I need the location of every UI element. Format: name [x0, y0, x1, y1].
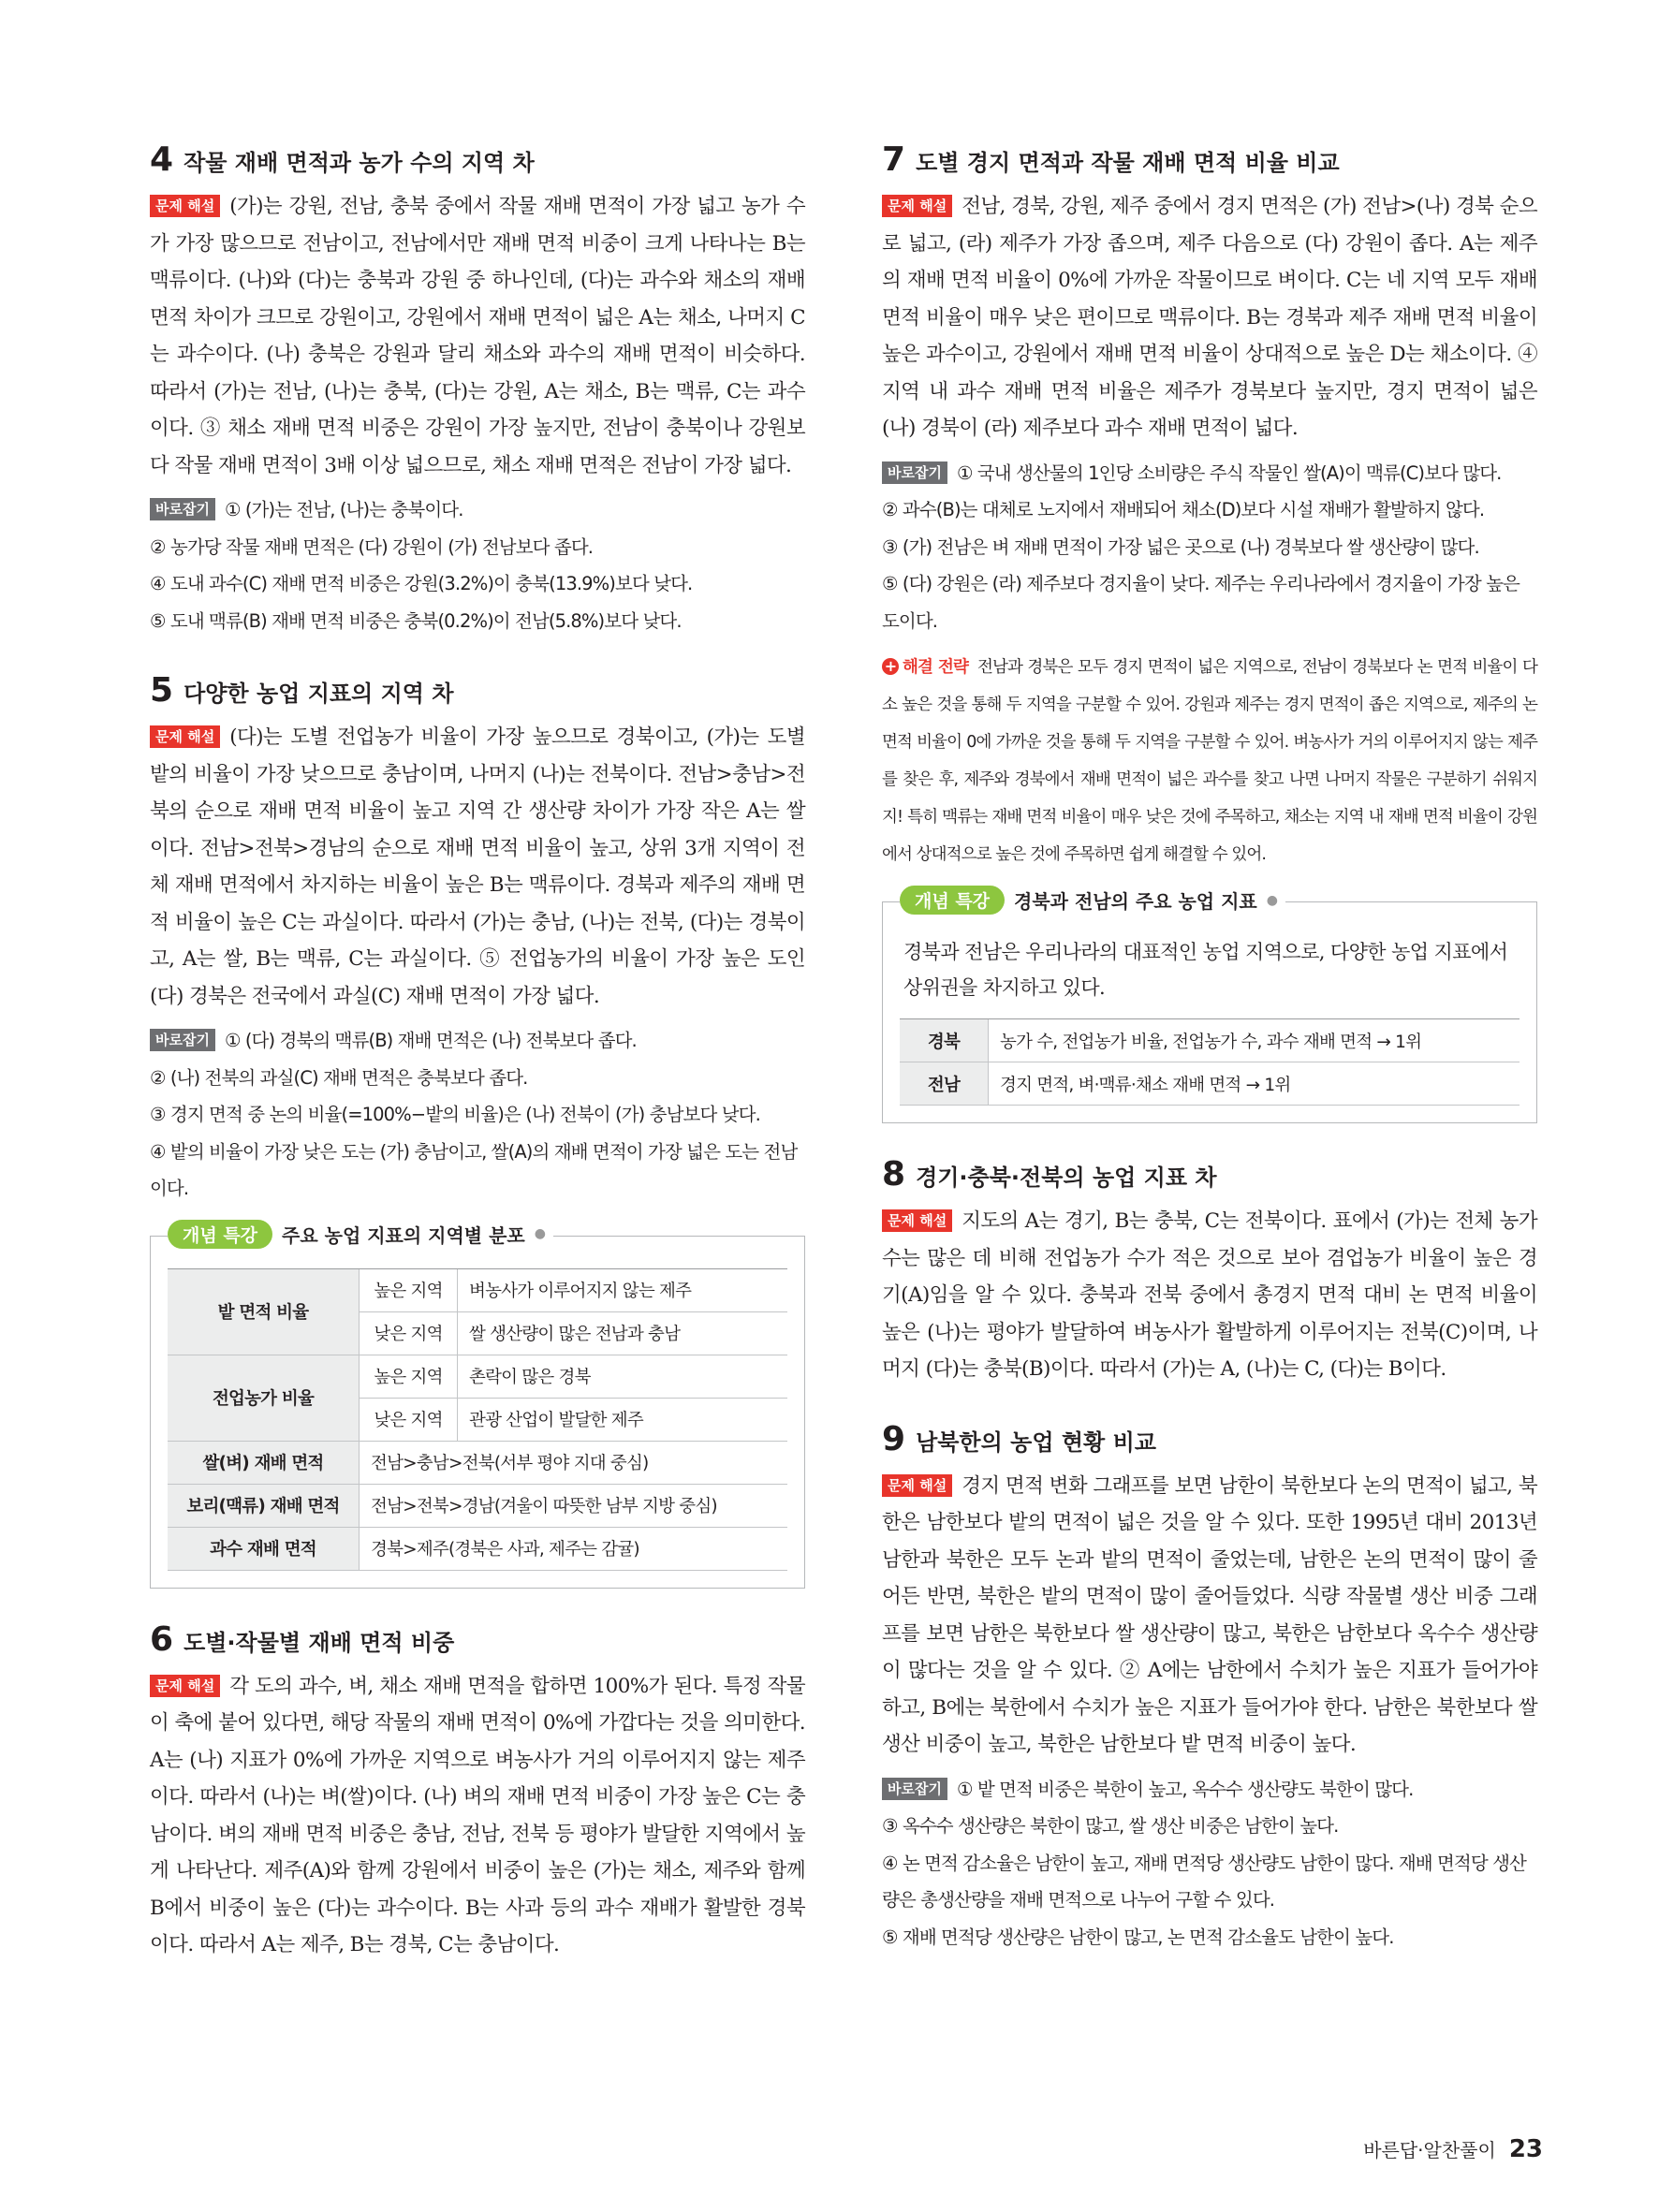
explain-badge: 문제 해설: [150, 195, 220, 217]
section-9: [882, 1420, 1537, 1956]
table-cell: 관광 산업이 발달한 제주: [458, 1398, 788, 1441]
table-cell: 경북>제주(경북은 사과, 제주는 감귤): [360, 1527, 788, 1570]
section-title: [150, 140, 805, 179]
explain-badge: 문제 해설: [150, 1675, 220, 1697]
table-cell: 경지 면적, 벼·맥류·채소 재배 면적 → 1위: [989, 1062, 1520, 1106]
section-4: [150, 140, 805, 639]
section-number: 6: [150, 1619, 173, 1659]
concept-table: [168, 1268, 787, 1571]
concept-title: 경북과 전남의 주요 농업 지표: [1014, 890, 1257, 913]
correction-item: ④ 밭의 비율이 가장 낮은 도는 (가) 충남이고, 쌀(A)의 재배 면적이 가장 넓은 도는 전남이다.: [150, 1140, 798, 1199]
explain-badge: 문제 해설: [882, 1474, 952, 1497]
strategy-tip: + 해결 전략 전남과 경북은 모두 경지 면적이 넓은 지역으로, 전남이 경북보다 논 면적 비율이 다소 높은 것을 통해 두 지역을 구분할 수 있어. 강원과 제주는 경지 면적이 좁은 지역으로, 제주의 논 면적 비율이 0에 가까운 것을 통해 두 지역을 구분할 수 있어. 벼농사가 거의 이루어지지 않는 제주를 찾은 후, 제주와 경북에서 재배 면적이 넓은 과수를 찾고 나면 나머지 작물은 구분하기 쉬워지지! 특히 맥류는 재배 면적 비율이 매우 낮은 것에 주목하고, 채소는 지역 내 재배 면적 비율이 강원에서 상대적으로 높은 것에 주목하면 쉽게 해결할 수 있어.: [882, 657, 1537, 864]
section-number: 5: [150, 671, 173, 710]
sub-header: 낮은 지역: [360, 1398, 458, 1441]
table-row: [168, 1355, 787, 1398]
section-title: [882, 1155, 1537, 1194]
table-row: [168, 1484, 787, 1527]
correct-badge: 바로잡기: [882, 461, 947, 484]
table-row: [168, 1527, 787, 1570]
section-title-text: 도별 경지 면적과 작물 재배 면적 비율 비교: [916, 150, 1340, 176]
row-header: 쌀(벼) 재배 면적: [168, 1441, 360, 1484]
section-8: [882, 1155, 1537, 1388]
explain-badge: 문제 해설: [150, 725, 220, 748]
table-row: [168, 1441, 787, 1484]
section-7: [882, 140, 1537, 1123]
concept-badge: 개념 특강: [900, 886, 1005, 915]
correction-item: ③ 경지 면적 중 논의 비율(=100%−밭의 비율)은 (나) 전북이 (가) 충남보다 낮다.: [150, 1104, 760, 1125]
correction-item: ② (나) 전북의 과실(C) 재배 면적은 충북보다 좁다.: [150, 1066, 528, 1089]
explanation: 문제 해설 경지 면적 변화 그래프를 보면 남한이 북한보다 논의 면적이 넓고, 북한은 남한보다 밭의 면적이 넓은 것을 알 수 있다. 또한 1995년 대비 2013년 남한과 북한은 모두 논과 밭의 면적이 줄었는데, 남한은 논의 면적이 많이 줄어든 반면, 북한은 밭의 면적이 많이 줄어들었다. 식량 작물별 생산 비중 그래프를 보면 남한은 북한보다 쌀 생산량이 많고, 북한은 남한보다 옥수수 생산량이 많다는 것을 알 수 있다. ② A에는 남한에서 수치가 높은 지표가 들어가야 하고, B에는 북한에서 수치가 높은 지표가 들어가야 한다. 남한은 북한보다 쌀 생산 비중이 높고, 북한은 남한보다 밭 면적 비중이 높다.: [882, 1473, 1537, 1756]
section-title-text: 작물 재배 면적과 농가 수의 지역 차: [184, 150, 535, 176]
correction-item: ④ 논 면적 감소율은 남한이 높고, 재배 면적당 생산량도 남한이 많다. 재배 면적당 생산량은 총생산량을 재배 면적으로 나누어 구할 수 있다.: [882, 1852, 1526, 1911]
correction-item: ④ 도내 과수(C) 재배 면적 비중은 강원(3.2%)이 충북(13.9%)보다 낮다.: [150, 573, 693, 594]
row-header: 밭 면적 비율: [168, 1268, 360, 1355]
right-column: [882, 140, 1537, 1987]
section-5: [150, 671, 805, 1589]
section-number: 4: [150, 140, 173, 179]
section-title-text: 도별·작물별 재배 면적 비중: [184, 1629, 455, 1656]
row-header: 전남: [900, 1062, 989, 1106]
table-cell: 촌락이 많은 경북: [458, 1355, 788, 1398]
correct-badge: 바로잡기: [882, 1778, 947, 1800]
section-title-text: 남북한의 농업 현황 비교: [916, 1428, 1156, 1456]
corrections: 바로잡기 ① 밭 면적 비중은 북한이 높고, 옥수수 생산량도 북한이 많다. ③ 옥수수 생산량은 북한이 많고, 쌀 생산 비중은 남한이 높다. ④ 논 면적 감소율은 남한이 높고, 재배 면적당 생산량도 남한이 많다. 재배 면적당 생산량은 총생산량을 재배 면적으로 나누어 구할 수 있다. ⑤ 재배 면적당 생산량은 남한이 많고, 논 면적 감소율도 남한이 높다.: [882, 1771, 1537, 1956]
section-title: [882, 1420, 1537, 1458]
explain-badge: 문제 해설: [882, 195, 952, 217]
sub-header: 높은 지역: [360, 1355, 458, 1398]
explain-badge: 문제 해설: [882, 1209, 952, 1232]
section-6: [150, 1620, 805, 1964]
concept-box: [150, 1223, 805, 1589]
sub-header: 낮은 지역: [360, 1311, 458, 1355]
table-cell: 쌀 생산량이 많은 전남과 충남: [458, 1311, 788, 1355]
row-header: 전업농가 비율: [168, 1355, 360, 1441]
section-title: [882, 140, 1537, 179]
table-cell: 전남>충남>전북(서부 평야 지대 중심): [360, 1441, 788, 1484]
correction-item: ③ 옥수수 생산량은 북한이 많고, 쌀 생산 비중은 남한이 높다.: [882, 1815, 1339, 1837]
table-cell: 벼농사가 이루어지지 않는 제주: [458, 1268, 788, 1311]
section-title-text: 경기·충북·전북의 농업 지표 차: [916, 1165, 1217, 1191]
section-title: [150, 671, 805, 710]
correction-item: ⑤ 재배 면적당 생산량은 남한이 많고, 논 면적 감소율도 남한이 높다.: [882, 1926, 1394, 1948]
correction-item: ② 농가당 작물 재배 면적은 (다) 강원이 (가) 전남보다 좁다.: [150, 535, 594, 558]
table-cell: 전남>전북>경남(겨울이 따뜻한 남부 지방 중심): [360, 1484, 788, 1527]
corrections: 바로잡기 ① (다) 경북의 맥류(B) 재배 면적은 (나) 전북보다 좁다. ② (나) 전북의 과실(C) 재배 면적은 충북보다 좁다. ③ 경지 면적 중 논의 비율(=100%−밭의 비율)은 (나) 전북이 (가) 충남보다 낮다. ④ 밭의 비율이 가장 낮은 도는 (가) 충남이고, 쌀(A)의 재배 면적이 가장 넓은 도는 전남이다.: [150, 1022, 805, 1208]
concept-table: [900, 1018, 1520, 1106]
correction-item: ③ (가) 전남은 벼 재배 면적이 가장 넓은 곳으로 (나) 경북보다 쌀 생산량이 많다.: [882, 535, 1479, 558]
book-title: 바른답·알찬풀이: [1363, 2139, 1496, 2161]
concept-box: [882, 890, 1537, 1123]
concept-header: [168, 1220, 553, 1249]
plus-icon: +: [882, 658, 899, 675]
row-header: 보리(맥류) 재배 면적: [168, 1484, 360, 1527]
explanation: 문제 해설 각 도의 과수, 벼, 채소 재배 면적을 합하면 100%가 된다. 특정 작물이 축에 붙어 있다면, 해당 작물의 재배 면적이 0%에 가깝다는 것을 의미한다. A는 (나) 지표가 0%에 가까운 지역으로 벼농사가 거의 이루어지지 않는 제주이다. 따라서 (나)는 벼(쌀)이다. (나) 벼의 재배 면적 비중이 가장 높은 C는 충남이다. 벼의 재배 면적 비중은 충남, 전남, 전북 등 평야가 발달한 지역에서 높게 나타난다. 제주(A)와 함께 강원에서 비중이 높은 (가)는 채소, 제주와 함께 B에서 비중이 높은 (다)는 과수이다. B는 사과 등의 과수 재배가 활발한 경북이다. 따라서 A는 제주, B는 경북, C는 충남이다.: [150, 1674, 805, 1956]
section-number: 8: [882, 1155, 905, 1194]
explanation: 문제 해설 (가)는 강원, 전남, 충북 중에서 작물 재배 면적이 가장 넓고 농가 수가 가장 많으므로 전남이고, 전남에서만 재배 면적 비중이 크게 나타나는 B는 맥류이다. (나)와 (다)는 충북과 강원 중 하나인데, (다)는 과수와 채소의 재배 면적 차이가 크므로 강원이고, 강원에서 재배 면적이 넓은 A는 채소, 나머지 C는 과수이다. (나) 충북은 강원과 달리 채소와 과수의 재배 면적이 비슷하다. 따라서 (가)는 전남, (나)는 충북, (다)는 강원, A는 채소, B는 맥류, C는 과수이다. ③ 채소 재배 면적 비중은 강원이 가장 높지만, 전남이 충북이나 강원보다 작물 재배 면적이 3배 이상 넓으므로, 채소 재배 면적은 전남이 가장 넓다.: [150, 195, 805, 477]
dot-icon: ●: [1266, 892, 1278, 908]
table-row: [900, 1019, 1520, 1062]
concept-text: 경북과 전남은 우리나라의 대표적인 농업 지역으로, 다양한 농업 지표에서 상위권을 차지하고 있다.: [903, 941, 1508, 999]
section-number: 7: [882, 140, 905, 179]
table-row: [168, 1268, 787, 1311]
concept-badge: 개념 특강: [168, 1220, 272, 1249]
page-number: 23: [1508, 2135, 1543, 2163]
concept-title: 주요 농업 지표의 지역별 분포: [282, 1223, 525, 1247]
correction-item: ⑤ 도내 맥류(B) 재배 면적 비중은 충북(0.2%)이 전남(5.8%)보다 낮다.: [150, 609, 682, 632]
dot-icon: ●: [534, 1226, 546, 1241]
strategy-label: 해결 전략: [903, 658, 968, 677]
correct-badge: 바로잡기: [150, 1029, 215, 1051]
concept-header: [900, 886, 1285, 915]
correction-item: ② 과수(B)는 대체로 노지에서 재배되어 채소(D)보다 시설 재배가 활발하지 않다.: [882, 499, 1485, 520]
corrections: 바로잡기 ① (가)는 전남, (나)는 충북이다. ② 농가당 작물 재배 면적은 (다) 강원이 (가) 전남보다 좁다. ④ 도내 과수(C) 재배 면적 비중은 강원(3.2%)이 충북(13.9%)보다 낮다. ⑤ 도내 맥류(B) 재배 면적 비중은 충북(0.2%)이 전남(5.8%)보다 낮다.: [150, 491, 805, 639]
table-row: [900, 1062, 1520, 1106]
explanation: 문제 해설 전남, 경북, 강원, 제주 중에서 경지 면적은 (가) 전남>(나) 경북 순으로 넓고, (라) 제주가 가장 좁으며, 제주 다음으로 (다) 강원이 좁다. A는 제주의 재배 면적 비율이 0%에 가까운 작물이므로 벼이다. C는 네 지역 모두 재배 면적 비율이 매우 낮은 편이므로 맥류이다. B는 경북과 제주 재배 면적 비율이 높은 과수이고, 강원에서 재배 면적 비율이 상대적으로 높은 D는 채소이다. ④ 지역 내 과수 재배 면적 비율은 제주가 경북보다 높지만, 경지 면적이 넓은 (나) 경북이 (라) 제주보다 과수 재배 면적이 넓다.: [882, 195, 1537, 440]
section-title-text: 다양한 농업 지표의 지역 차: [184, 681, 454, 707]
page-footer: [1363, 2135, 1543, 2163]
explanation: 문제 해설 지도의 A는 경기, B는 충북, C는 전북이다. 표에서 (가)는 전체 농가 수는 많은 데 비해 전업농가 수가 적은 것으로 보아 겸업농가 비율이 높은 경기(A)임을 알 수 있다. 충북과 전북 중에서 총경지 면적 대비 논 면적 비율이 높은 (나)는 평야가 발달하여 벼농사가 활발하게 이루어지는 전북(C)이며, 나머지 (다)는 충북(B)이다. 따라서 (가)는 A, (나)는 C, (다)는 B이다.: [882, 1209, 1537, 1381]
corrections: 바로잡기 ① 국내 생산물의 1인당 소비량은 주식 작물인 쌀(A)이 맥류(C)보다 많다. ② 과수(B)는 대체로 노지에서 재배되어 채소(D)보다 시설 재배가 활발하지 않다. ③ (가) 전남은 벼 재배 면적이 가장 넓은 곳으로 (나) 경북보다 쌀 생산량이 많다. ⑤ (다) 강원은 (라) 제주보다 경지율이 낮다. 제주는 우리나라에서 경지율이 가장 높은 도이다.: [882, 455, 1537, 640]
correct-badge: 바로잡기: [150, 498, 215, 520]
table-cell: 농가 수, 전업농가 비율, 전업농가 수, 과수 재배 면적 → 1위: [989, 1019, 1520, 1062]
row-header: 과수 재배 면적: [168, 1527, 360, 1570]
section-number: 9: [882, 1419, 905, 1458]
left-column: [150, 140, 805, 1996]
row-header: 경북: [900, 1019, 989, 1062]
explanation: 문제 해설 (다)는 도별 전업농가 비율이 가장 높으므로 경북이고, (가)는 도별 밭의 비율이 가장 낮으므로 충남이며, 나머지 (나)는 전북이다. 전남>충남>전북의 순으로 재배 면적 비율이 높고 지역 간 생산량 차이가 가장 작은 A는 쌀이다. 전남>전북>경남의 순으로 재배 면적 비율이 높고, 상위 3개 지역이 전체 재배 면적에서 차지하는 비율이 높은 B는 맥류이다. 경북과 제주의 재배 면적 비율이 높은 C는 과실이다. 따라서 (가)는 충남, (나)는 전북, (다)는 경북이고, A는 쌀, B는 맥류, C는 과실이다. ⑤ 전업농가의 비율이 가장 높은 도인 (다) 경북은 전국에서 과실(C) 재배 면적이 가장 넓다.: [150, 725, 805, 1008]
correction-item: ⑤ (다) 강원은 (라) 제주보다 경지율이 낮다. 제주는 우리나라에서 경지율이 가장 높은 도이다.: [882, 573, 1520, 632]
section-title: [150, 1620, 805, 1659]
sub-header: 높은 지역: [360, 1268, 458, 1311]
